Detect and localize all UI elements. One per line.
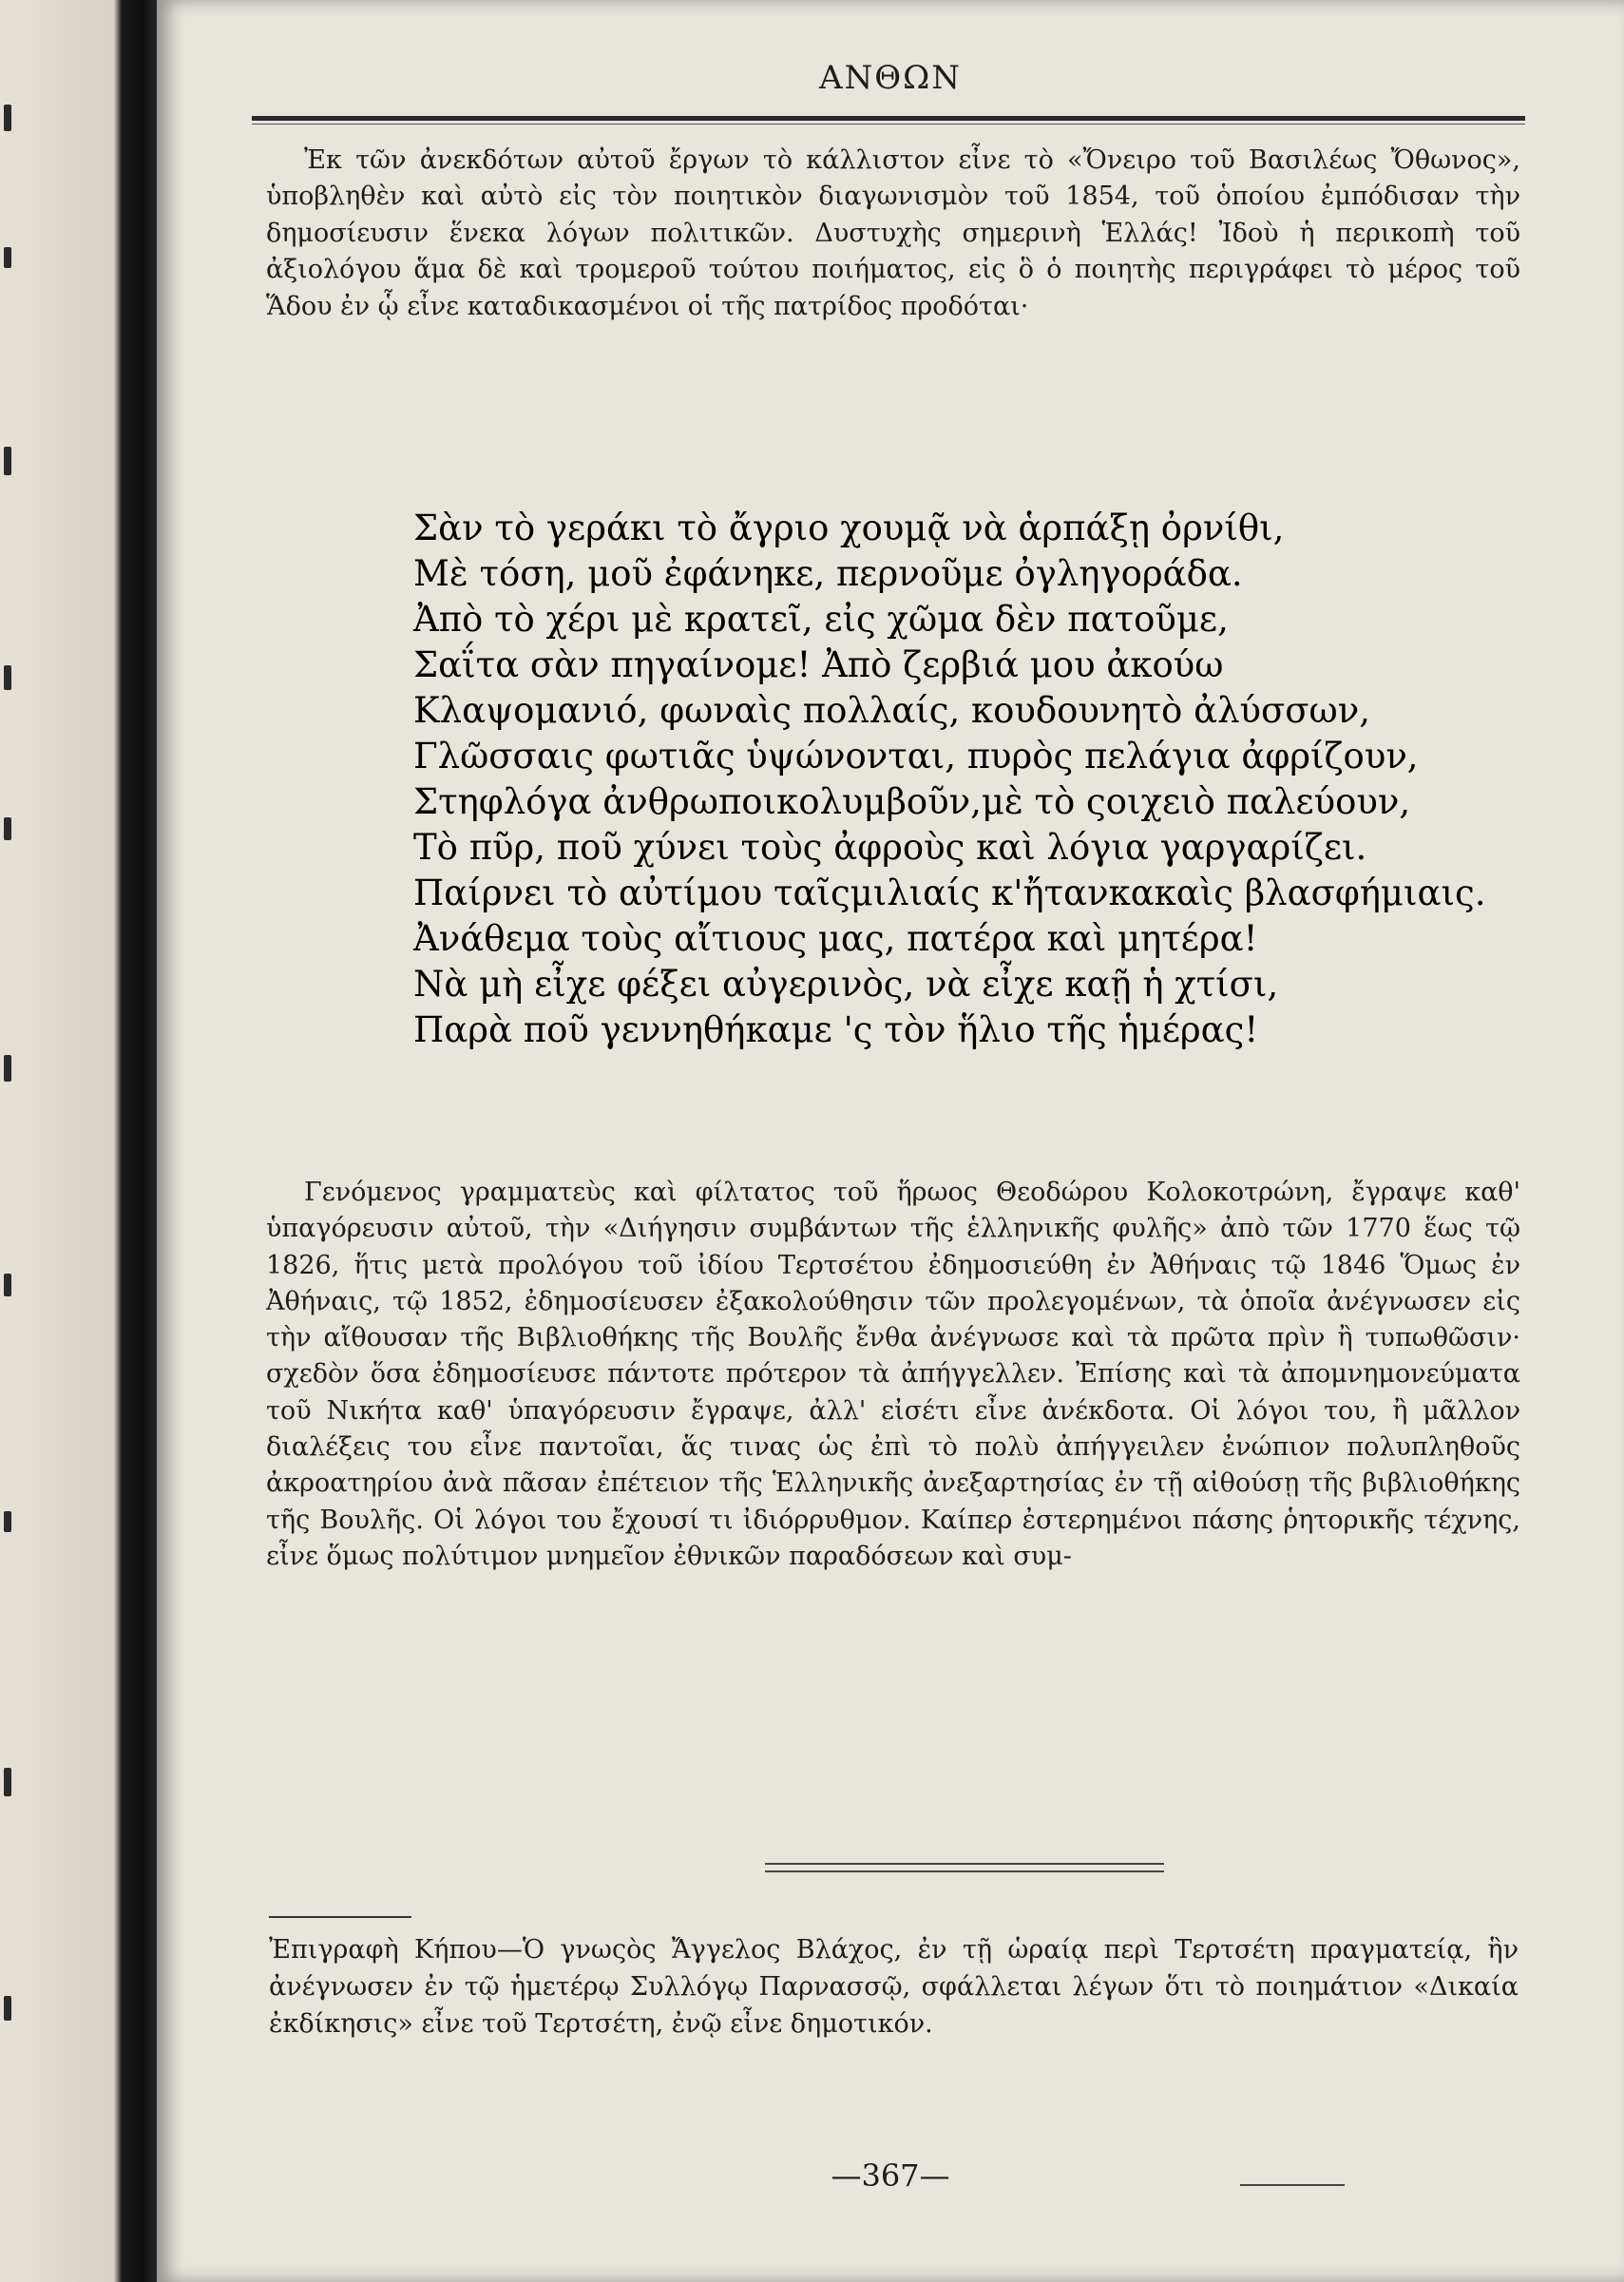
poem-line: Ἀνάθεμα τοὺς αἴτιους μας, πατέρα καὶ μητέρα! [413,918,1258,959]
poem-line: Γλῶσσαις φωτιᾶς ὑψώνονται, πυρὸς πελάγια ἀφρίζουν, [413,736,1419,777]
section-ornament-rule [765,1863,1164,1872]
page-number: —367— [831,2157,950,2194]
poem-line: Παίρνει τὸ αὐτίμου ταῖςμιλιαίς κ'ἤτανκακαὶς βλασφήμιαις. [413,873,1486,913]
poem-line: Κλαψομανιό, φωναὶς πολλαίς, κουδουνητὸ ἀλύσσων, [413,690,1370,731]
paragraph-biography: Γενόμενος γραμματεὺς καὶ φίλτατος τοῦ ἥρωος Θεοδώρου Κολοκοτρώνη, ἔγραψε καθ' ὑπαγόρευσιν αὐτοῦ, τὴν «Διήγησιν συμβάντων τῆς ἑλληνικῆς φυλῆς» ἀπὸ τῶν 1770 ἕως τῷ 1826, ἥτις μετὰ προλόγου τοῦ ἰδίου Τερτσέτου ἐδημοσιεύθη ἐν Ἀθήναις τῷ 1846 Ὅμως ἐν Ἀθήναις, τῷ 1852, ἐδημοσίευσεν ἐξακολούθησιν τῶν προλεγομένων, τὰ ὁποῖα ἀνέγνωσεν εἰς τὴν αἴθουσαν τῆς Βιβλιοθήκης τῆς Βουλῆς ἔνθα ἀνέγνωσε καὶ τὰ πρῶτα πρὶν ἢ τυπωθῶσιν· σχεδὸν ὅσα ἐδημοσίευσε πάντοτε πρότερον τὰ ἀπήγγελλεν. Ἐπίσης καὶ τὰ ἀπομνημονεύματα τοῦ Νικήτα καθ' ὑπαγόρευσιν ἔγραψε, ἀλλ' εἰσέτι εἶνε ἀνέκδοτα. Οἱ λόγοι του, ἢ μᾶλλον διαλέξεις του εἶνε παντοῖαι, ἅς τινας ὡς ἐπὶ τὸ πολὺ ἀπήγγειλεν ἐνώπιον πολυπληθοῦς ἀκροατηρίου ἀνὰ πᾶσαν ἐπέτειον τῆς Ἑλληνικῆς ἀνεξαρτησίας ἐν τῇ αἰθούσῃ τῆς βιβλιοθήκης τῆς Βουλῆς. Οἱ λόγοι του ἔχουσί τι ἰδιόρρυθμον. Καίπερ ἐστερημένοι πάσης ῥητορικῆς τέχνης, εἶνε ὅμως πολύτιμον μνημεῖον ἐθνικῶν παραδόσεων καὶ συμ- [266,1178,1520,1571]
poem-line: Στηφλόγα ἀνθρωποικολυμβοῦν,μὲ τὸ ςοιχειὸ παλεύουν, [413,781,1411,822]
footnote-rule [269,1916,411,1918]
poem-line: Παρὰ ποῦ γεννηθήκαμε 'ς τὸν ἥλιο τῆς ἡμέρας! [413,1009,1259,1050]
footnote: Ἐπιγραφὴ Κήπου—Ὁ γνωςὸς Ἄγγελος Βλάχος, ἐν τῇ ὡραίᾳ περὶ Τερτσέτη πραγματείᾳ, ἣν ἀνέγνωσεν ἐν τῷ ἡμετέρῳ Συλλόγῳ Παρνασσῷ, σφάλλεται λέγων ὅτι τὸ ποιημάτιον «Δικαία ἐκδίκησις» εἶνε τοῦ Τερτσέτη, ἐνῷ εἶνε δημοτικόν. [269,1935,1519,2039]
poem-line: Σὰν τὸ γεράκι τὸ ἄγριο χουμᾷ νὰ ἁρπάξῃ ὀρνίθι, [413,508,1285,548]
header-rule [252,116,1525,121]
poem-line: Ἀπὸ τὸ χέρι μὲ κρατεῖ, εἰς χῶμα δὲν πατοῦμε, [413,599,1229,640]
poem-line: Μὲ τόση, μοῦ ἐφάνηκε, περνοῦμε ὀγληγοράδα. [413,553,1243,594]
header-rule-thin [252,124,1525,125]
bottom-dash [1240,2184,1345,2186]
poem-line: Τὸ πῦρ, ποῦ χύνει τοὺς ἀφροὺς καὶ λόγια γαργαρίζει. [413,827,1367,868]
running-header: ΑΝΘΩΝ [818,59,963,97]
book-binding-margin [0,0,157,2282]
paragraph-intro: Ἐκ τῶν ἀνεκδότων αὐτοῦ ἔργων τὸ κάλλιστον εἶνε τὸ «Ὄνειρο τοῦ Βασιλέως Ὄθωνος», ὑποβληθὲν καὶ αὐτὸ εἰς τὸν ποιητικὸν διαγωνισμὸν τοῦ 1854, τοῦ ὁποίου ἐμπόδισαν τὴν δημοσίευσιν ἕνεκα λόγων πολιτικῶν. Δυστυχὴς σημερινὴ Ἑλλάς! Ἰδοὺ ἡ περικοπὴ τοῦ ἀξιολόγου ἅμα δὲ καὶ τρομεροῦ τούτου ποιήματος, εἰς ὃ ὁ ποιητὴς περιγράφει τὸ μέρος τοῦ Ἅδου ἐν ᾧ εἶνε καταδικασμένοι οἱ τῆς πατρίδος προδόται· [266,145,1520,321]
poem-line: Νὰ μὴ εἶχε φέξει αὐγερινὸς, νὰ εἶχε καῇ ἡ χτίσι, [413,964,1279,1005]
poem-line: Σαΐτα σὰν πηγαίνομε! Ἀπὸ ζερβιά μου ἀκούω [413,644,1224,685]
book-page [157,0,1624,2282]
poem-excerpt [413,506,1525,1053]
